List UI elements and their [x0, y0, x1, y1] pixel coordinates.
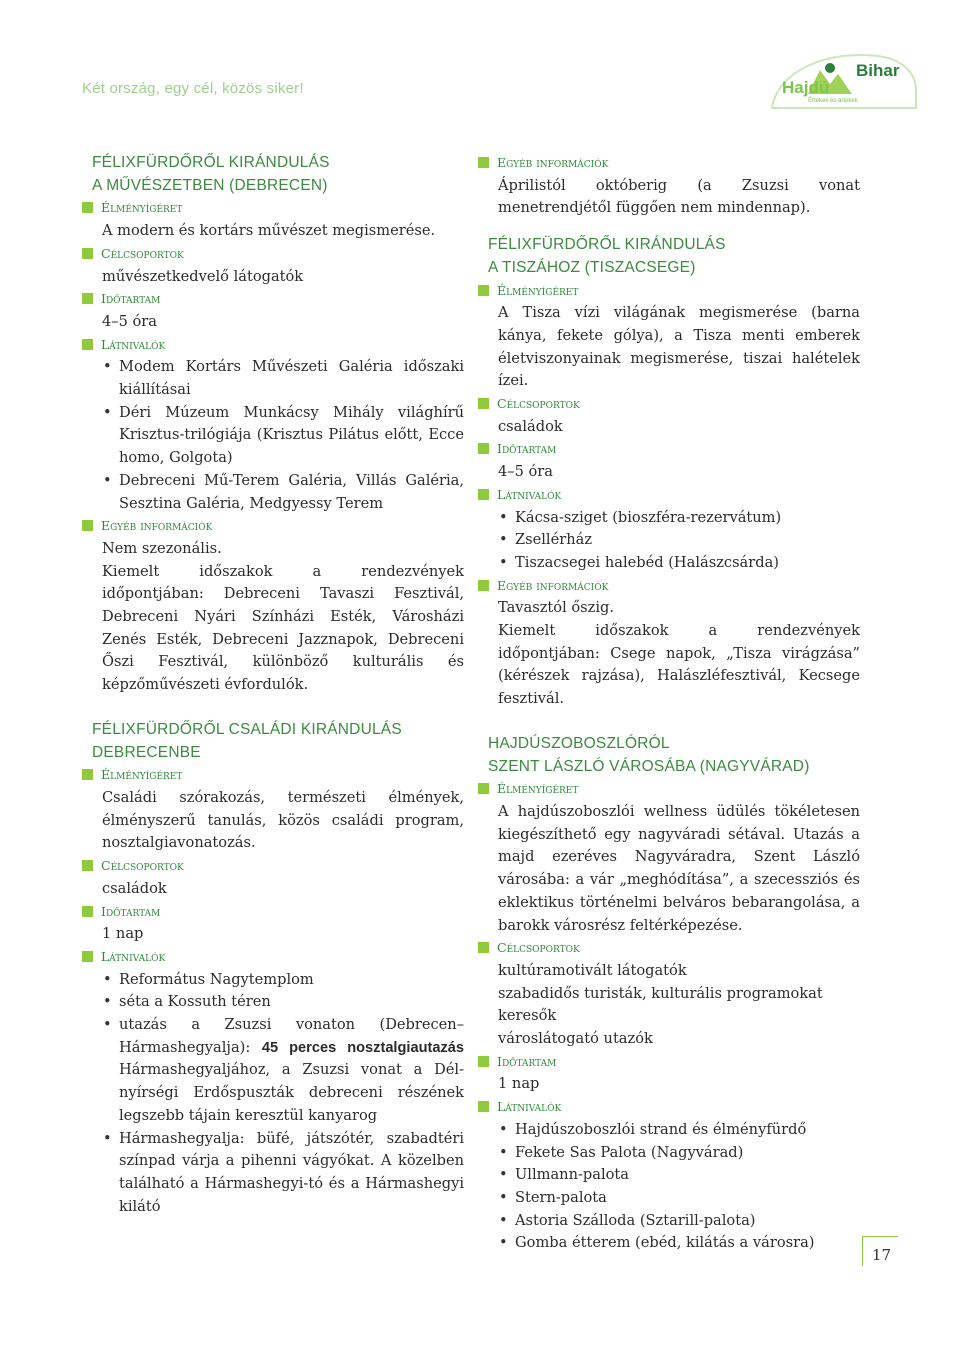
- elmeny-text: A modern és kortárs művészet megismerése.: [102, 222, 436, 240]
- list-item: • Tiszacsegei halebéd (Halászcsárda): [498, 552, 860, 575]
- elmeny-text: Családi szórakozás, természeti élmények, élményszerű tanulás, közös családi program, nosztalgiavonatozás.: [102, 788, 464, 852]
- section-csaladi: [82, 719, 464, 1218]
- hajdu-bihar-logo: [768, 50, 918, 112]
- label-elmenyigeret: Élményígéret: [478, 778, 860, 801]
- list-item: • Zsellérház: [498, 529, 860, 552]
- section-continuation: [478, 152, 860, 220]
- section-title: [488, 733, 860, 778]
- section-title: [92, 719, 464, 764]
- latnivalok-list: [478, 1119, 860, 1255]
- label-elmenyigeret: Élményígéret: [82, 197, 464, 220]
- list-item: • Astoria Szálloda (Sztarill-palota): [498, 1210, 860, 1233]
- right-column: [478, 152, 860, 1269]
- section-title-line2: A MŰVÉSZETBEN (DEBRECEN): [92, 176, 328, 194]
- celcsoport-text: városlátogató utazók: [498, 1030, 653, 1048]
- list-item: • Modem Kortárs Művészeti Galéria időszaki kiállításai: [102, 356, 464, 401]
- list-item-highlight: 45 perces nosztalgiautazás: [261, 1039, 464, 1056]
- label-latnivalok: Látnivalók: [478, 484, 860, 507]
- section-title-line2: DEBRECENBE: [92, 743, 201, 761]
- green-square-icon: [82, 860, 93, 871]
- section-muveszet: [82, 152, 464, 697]
- section-title-line1: FÉLIXFÜRDŐRŐL KIRÁNDULÁS: [488, 236, 726, 254]
- green-square-icon: [82, 906, 93, 917]
- label-egyeb: Egyéb információk: [82, 515, 464, 538]
- page-number-rule-side: [862, 1236, 863, 1266]
- green-square-icon: [478, 1056, 489, 1067]
- egyeb-text-2: Kiemelt időszakok a rendezvények időpontjában: Debreceni Tavaszi Fesztivál, Debreceni Nyári Színházi Esték, Városházi Zenés Esték, Debreceni Jazznapok, Debreceni Őszi Fesztivál, különböző kulturális és képzőművészeti évfordulók.: [102, 562, 464, 694]
- logo-subtitle: Értékek és ártékek: [808, 98, 858, 104]
- egyeb-text: Nem szezonális.: [102, 539, 222, 557]
- list-item: • Debreceni Mű-Terem Galéria, Villás Galéria, Sesztina Galéria, Medgyessy Terem: [102, 470, 464, 515]
- section-tisza: [478, 234, 860, 711]
- list-item-text: utazás a Zsuzsi vonaton (Debrecen–Hármashegyalja):: [119, 1016, 464, 1056]
- list-item: [102, 1014, 464, 1128]
- green-square-icon: [478, 942, 489, 953]
- idotartam-text: 1 nap: [498, 1075, 540, 1093]
- green-square-icon: [478, 783, 489, 794]
- list-item: • Kácsa-sziget (bioszféra-rezervátum): [498, 507, 860, 530]
- label-idotartam: Időtartam: [478, 1051, 860, 1074]
- green-square-icon: [478, 1101, 489, 1112]
- green-square-icon: [478, 489, 489, 500]
- logo-word-bihar: Bihar: [856, 61, 900, 80]
- green-square-icon: [478, 157, 489, 168]
- latnivalok-list: [82, 969, 464, 1219]
- green-square-icon: [82, 248, 93, 259]
- label-celcsoportok: Célcsoportok: [82, 243, 464, 266]
- section-nagyvarad: [478, 733, 860, 1255]
- green-square-icon: [82, 293, 93, 304]
- list-item: • Déri Múzeum Munkácsy Mihály világhírű Krisztus-trilógiája (Krisztus Pilátus előtt, Ecce homo, Golgota): [102, 402, 464, 470]
- label-celcsoportok: Célcsoportok: [82, 855, 464, 878]
- section-title-line2: SZENT LÁSZLÓ VÁROSÁBA (NAGYVÁRAD): [488, 757, 810, 775]
- idotartam-text: 4–5 óra: [498, 463, 553, 481]
- label-elmenyigeret: Élményígéret: [478, 280, 860, 303]
- section-title-line1: FÉLIXFÜRDŐRŐL CSALÁDI KIRÁNDULÁS: [92, 720, 402, 738]
- green-square-icon: [82, 951, 93, 962]
- celcsoport-text: kultúramotivált látogatók: [498, 961, 687, 979]
- section-title-line2: A TISZÁHOZ (TISZACSEGE): [488, 258, 696, 276]
- label-latnivalok: Látnivalók: [82, 946, 464, 969]
- label-egyeb: Egyéb információk: [478, 575, 860, 598]
- section-title-line1: FÉLIXFÜRDŐRŐL KIRÁNDULÁS: [92, 154, 330, 171]
- label-idotartam: Időtartam: [82, 901, 464, 924]
- celcsoport-text: családok: [102, 879, 167, 897]
- label-idotartam: Időtartam: [478, 438, 860, 461]
- latnivalok-list: [478, 507, 860, 575]
- green-square-icon: [478, 285, 489, 296]
- label-celcsoportok: Célcsoportok: [478, 937, 860, 960]
- list-item: • séta a Kossuth téren: [102, 991, 464, 1014]
- green-square-icon: [82, 339, 93, 350]
- header-tagline: Két ország, egy cél, közös siker!: [82, 80, 304, 97]
- logo-word-hajdu: Hajdú: [782, 78, 830, 97]
- label-elmenyigeret: Élményígéret: [82, 764, 464, 787]
- egyeb-text-2: Kiemelt időszakok a rendezvények időpontjában: Csege napok, „Tisza virágzása” (kérészek rajzása), Halászléfesztivál, Kecsege fesztivál.: [498, 622, 860, 708]
- page-number: 17: [872, 1246, 892, 1264]
- egyeb-text: Tavasztól őszig.: [498, 599, 614, 617]
- green-square-icon: [82, 769, 93, 780]
- label-latnivalok: Látnivalók: [82, 334, 464, 357]
- elmeny-text: A hajdúszoboszlói wellness üdülés tökéletesen kiegészíthető egy nagyváradi sétával. Utazás a majd ezeréves Nagyváradra, Szent László városába: a vár „meghódítása”, a szecessziós és eklektikus történelmi belváros bebarangolása, a barokk városrész feltérképezése.: [498, 802, 860, 934]
- left-column: [82, 152, 464, 1232]
- egyeb-text: Áprilistól októberig (a Zsuzsi vonat menetrendjétől függően nem mindennap).: [498, 176, 860, 217]
- green-square-icon: [82, 520, 93, 531]
- celcsoport-text: családok: [498, 417, 563, 435]
- idotartam-text: 1 nap: [102, 925, 144, 943]
- label-latnivalok: Látnivalók: [478, 1096, 860, 1119]
- label-idotartam: Időtartam: [82, 288, 464, 311]
- list-item: • Hármashegyalja: büfé, játszótér, szabadtéri színpad várja a pihenni vágyókat. A közelben található a Hármashegyi-tó és a Hármashegyi kilátó: [102, 1128, 464, 1219]
- green-square-icon: [478, 580, 489, 591]
- list-item: • Stern-palota: [498, 1187, 860, 1210]
- label-egyeb: Egyéb információk: [478, 152, 860, 175]
- green-square-icon: [478, 443, 489, 454]
- latnivalok-list: [82, 356, 464, 515]
- label-celcsoportok: Célcsoportok: [478, 393, 860, 416]
- list-item-text: Hármashegyaljához, a Zsuzsi vonat a Dél-nyírségi Erdőspuszták debreceni részének legszebb tájain keresztül kanyarog: [119, 1061, 464, 1124]
- section-title: [92, 152, 464, 197]
- list-item: • Hajdúszoboszlói strand és élményfürdő: [498, 1119, 860, 1142]
- section-title: [488, 234, 860, 279]
- green-square-icon: [478, 398, 489, 409]
- green-square-icon: [82, 202, 93, 213]
- celcsoport-text: szabadidős turisták, kulturális programokat keresők: [498, 984, 823, 1025]
- elmeny-text: A Tisza vízi világának megismerése (barna kánya, fekete gólya), a Tisza menti emberek életviszonyainak megismerése, tiszai halételek ízei.: [498, 304, 860, 390]
- celcsoport-text: művészetkedvelő látogatók: [102, 267, 304, 285]
- section-title-line1: HAJDÚSZOBOSZLÓRÓL: [488, 734, 670, 752]
- list-item: • Fekete Sas Palota (Nagyvárad): [498, 1142, 860, 1165]
- list-item: • Gomba étterem (ebéd, kilátás a városra): [498, 1232, 860, 1255]
- list-item: • Református Nagytemplom: [102, 969, 464, 992]
- list-item: • Ullmann-palota: [498, 1164, 860, 1187]
- idotartam-text: 4–5 óra: [102, 312, 157, 330]
- page-number-rule: [862, 1236, 898, 1237]
